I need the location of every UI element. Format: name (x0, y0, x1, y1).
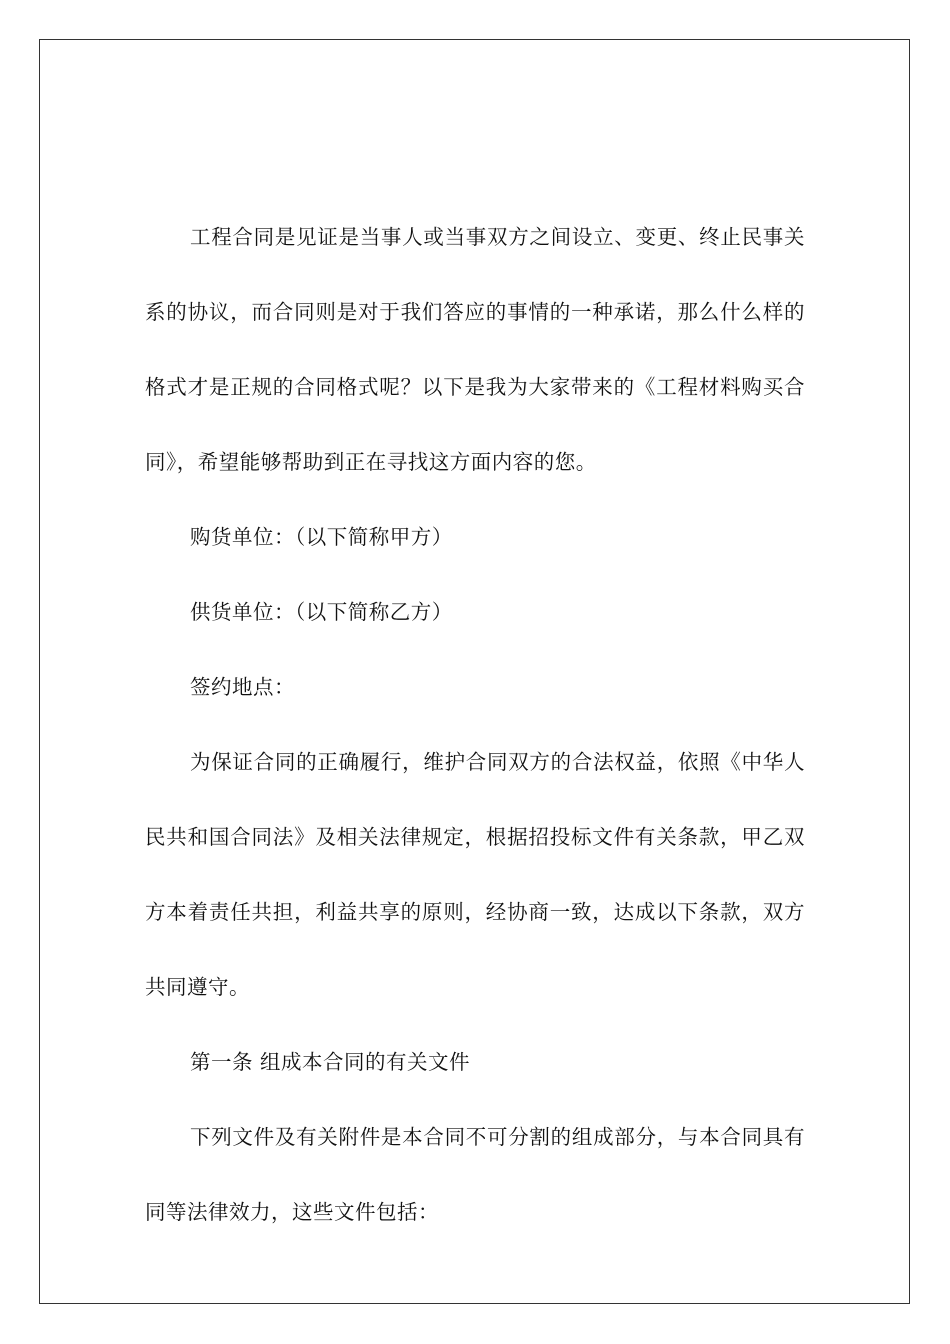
intro-paragraph: 工程合同是见证是当事人或当事双方之间设立、变更、终止民事关系的协议，而合同则是对于我们答应的事情的一种承诺，那么什么样的格式才是正规的合同格式呢？以下是我为大家带来的《工程材料购买合同》，希望能够帮助到正在寻找这方面内容的您。 (145, 225, 805, 474)
supplier-line: 供货单位：（以下简称乙方） (190, 600, 453, 624)
article-one-paragraph: 下列文件及有关附件是本合同不可分割的组成部分，与本合同具有同等法律效力，这些文件包括： (145, 1125, 805, 1224)
article-one-heading: 第一条 组成本合同的有关文件 (190, 1050, 471, 1074)
document-body (145, 200, 805, 1250)
preamble-paragraph: 为保证合同的正确履行，维护合同双方的合法权益，依照《中华人民共和国合同法》及相关法律规定，根据招投标文件有关条款，甲乙双方本着责任共担，利益共享的原则，经协商一致，达成以下条款，双方共同遵守。 (145, 750, 805, 999)
signing-place-line: 签约地点： (190, 675, 295, 699)
buyer-line: 购货单位：（以下简称甲方） (190, 525, 453, 549)
